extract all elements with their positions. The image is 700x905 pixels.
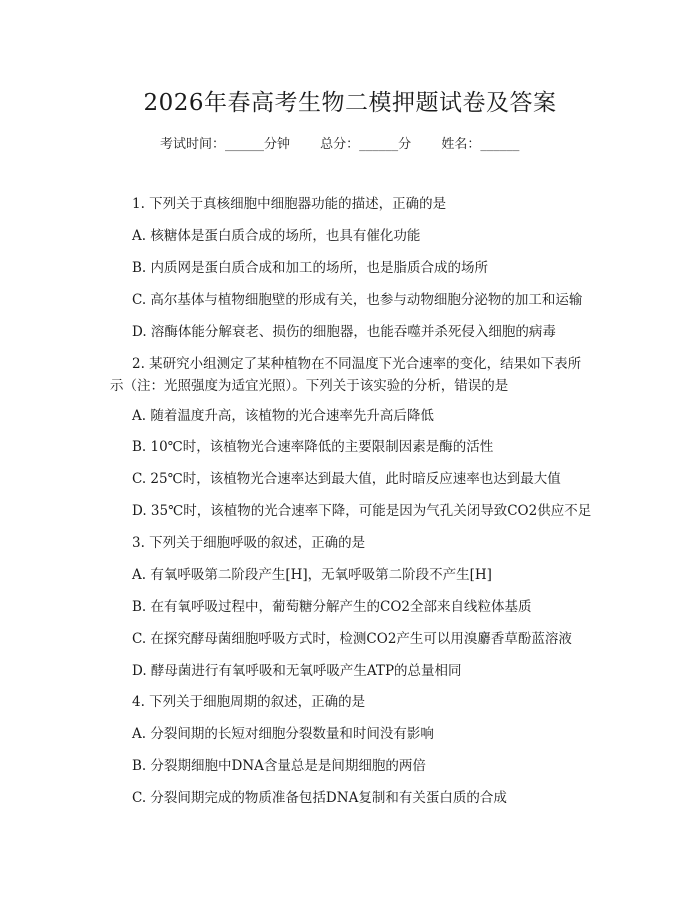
question-4-option-b: B. 分裂期细胞中DNA含量总是是间期细胞的两倍 [132, 758, 426, 774]
question-3-stem: 3. 下列关于细胞呼吸的叙述，正确的是 [132, 535, 366, 551]
exam-time-field: 考试时间：______分钟 [160, 137, 291, 152]
question-1-option-c: C. 高尔基体与植物细胞壁的形成有关，也参与动物细胞分泌物的加工和运输 [132, 292, 583, 308]
question-2-option-c: C. 25℃时，该植物光合速率达到最大值，此时暗反应速率也达到最大值 [132, 471, 561, 487]
question-4-option-c: C. 分裂间期完成的物质准备包括DNA复制和有关蛋白质的合成 [132, 790, 507, 806]
question-1-option-a: A. 核糖体是蛋白质合成的场所，也具有催化功能 [132, 228, 421, 244]
question-2-stem-line-2: 示（注：光照强度为适宜光照）。下列关于该实验的分析，错误的是 [110, 378, 509, 394]
question-1-option-b: B. 内质网是蛋白质合成和加工的场所，也是脂质合成的场所 [132, 260, 489, 276]
question-4-stem: 4. 下列关于细胞周期的叙述，正确的是 [132, 694, 366, 710]
question-4-option-a: A. 分裂间期的长短对细胞分裂数量和时间没有影响 [132, 726, 434, 742]
question-3-option-b: B. 在有氧呼吸过程中，葡萄糖分解产生的CO2全部来自线粒体基质 [132, 599, 532, 615]
question-2-option-d: D. 35℃时，该植物的光合速率下降，可能是因为气孔关闭导致CO2供应不足 [132, 503, 592, 519]
question-2-stem-line-1: 2. 某研究小组测定了某种植物在不同温度下光合速率的变化，结果如下表所 [132, 356, 582, 372]
question-3-option-c: C. 在探究酵母菌细胞呼吸方式时，检测CO2产生可以用溴麝香草酚蓝溶液 [132, 631, 572, 647]
exam-title: 2026年春高考生物二模押题试卷及答案 [143, 90, 557, 116]
question-2-option-b: B. 10℃时，该植物光合速率降低的主要限制因素是酶的活性 [132, 439, 494, 455]
question-3-option-a: A. 有氧呼吸第二阶段产生[H]，无氧呼吸第二阶段不产生[H] [132, 567, 492, 583]
question-2-option-a: A. 随着温度升高，该植物的光合速率先升高后降低 [132, 408, 434, 424]
question-1-stem: 1. 下列关于真核细胞中细胞器功能的描述，正确的是 [132, 196, 447, 212]
total-score-field: 总分：______分 [320, 137, 412, 152]
student-name-field: 姓名：______ [441, 137, 520, 152]
question-1-option-d: D. 溶酶体能分解衰老、损伤的细胞器，也能吞噬并杀死侵入细胞的病毒 [132, 324, 556, 340]
question-3-option-d: D. 酵母菌进行有氧呼吸和无氧呼吸产生ATP的总量相同 [132, 663, 462, 679]
exam-info-line [160, 133, 545, 152]
